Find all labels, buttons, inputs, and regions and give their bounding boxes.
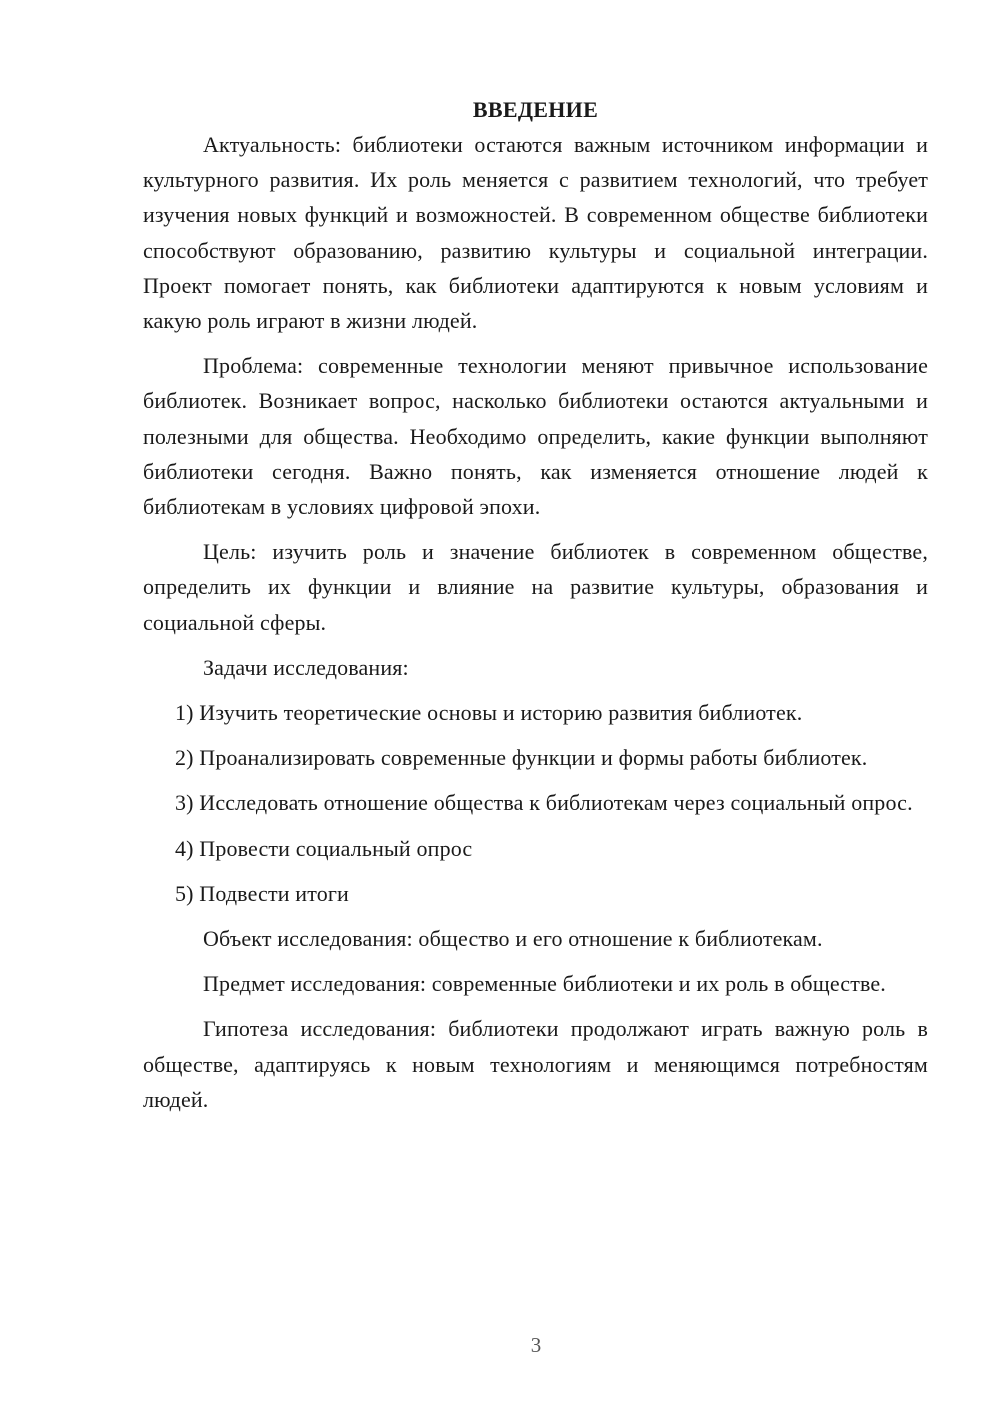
paragraph-relevance: Актуальность: библиотеки остаются важным источником информации и культурного развития. Их роль меняется с развитием технологий, что требует изучения новых функций и возможностей. В современном обществе библиотеки способствуют образованию, развитию культуры и социальной интеграции. Проект помогает понять, как библиотеки адаптируются к новым условиям и какую роль играют в жизни людей. [143, 132, 928, 334]
task-item-1: 1) Изучить теоретические основы и историю развития библиотек. [175, 700, 803, 726]
paragraph-hypothesis: Гипотеза исследования: библиотеки продолжают играть важную роль в обществе, адаптируясь к новым технологиям и меняющимся потребностям людей. [143, 1016, 928, 1112]
page-number: 3 [530, 1333, 542, 1357]
paragraph-problem: Проблема: современные технологии меняют привычное использование библиотек. Возникает вопрос, насколько библиотеки остаются актуальными и полезными для общества. Необходимо определить, какие функции выполняют библиотеки сегодня. Важно понять, как изменяется отношение людей к библиотекам в условиях цифровой эпохи. [143, 353, 928, 520]
task-item-3: 3) Исследовать отношение общества к библиотекам через социальный опрос. [175, 790, 913, 816]
task-item-5: 5) Подвести итоги [175, 880, 349, 906]
task-item-4: 4) Провести социальный опрос [175, 835, 473, 861]
paragraph-subject: Предмет исследования: современные библиотеки и их роль в обществе. [203, 971, 886, 997]
task-item-2: 2) Проанализировать современные функции и формы работы библиотек. [175, 745, 868, 771]
section-title: ВВЕДЕНИЕ [472, 97, 599, 122]
paragraph-object: Объект исследования: общество и его отношение к библиотекам. [203, 926, 823, 952]
paragraph-tasks-heading: Задачи исследования: [203, 654, 409, 680]
document-page [143, 92, 928, 1117]
paragraph-goal: Цель: изучить роль и значение библиотек в современном обществе, определить их функции и влияние на развитие культуры, образования и социальной сферы. [143, 539, 928, 635]
